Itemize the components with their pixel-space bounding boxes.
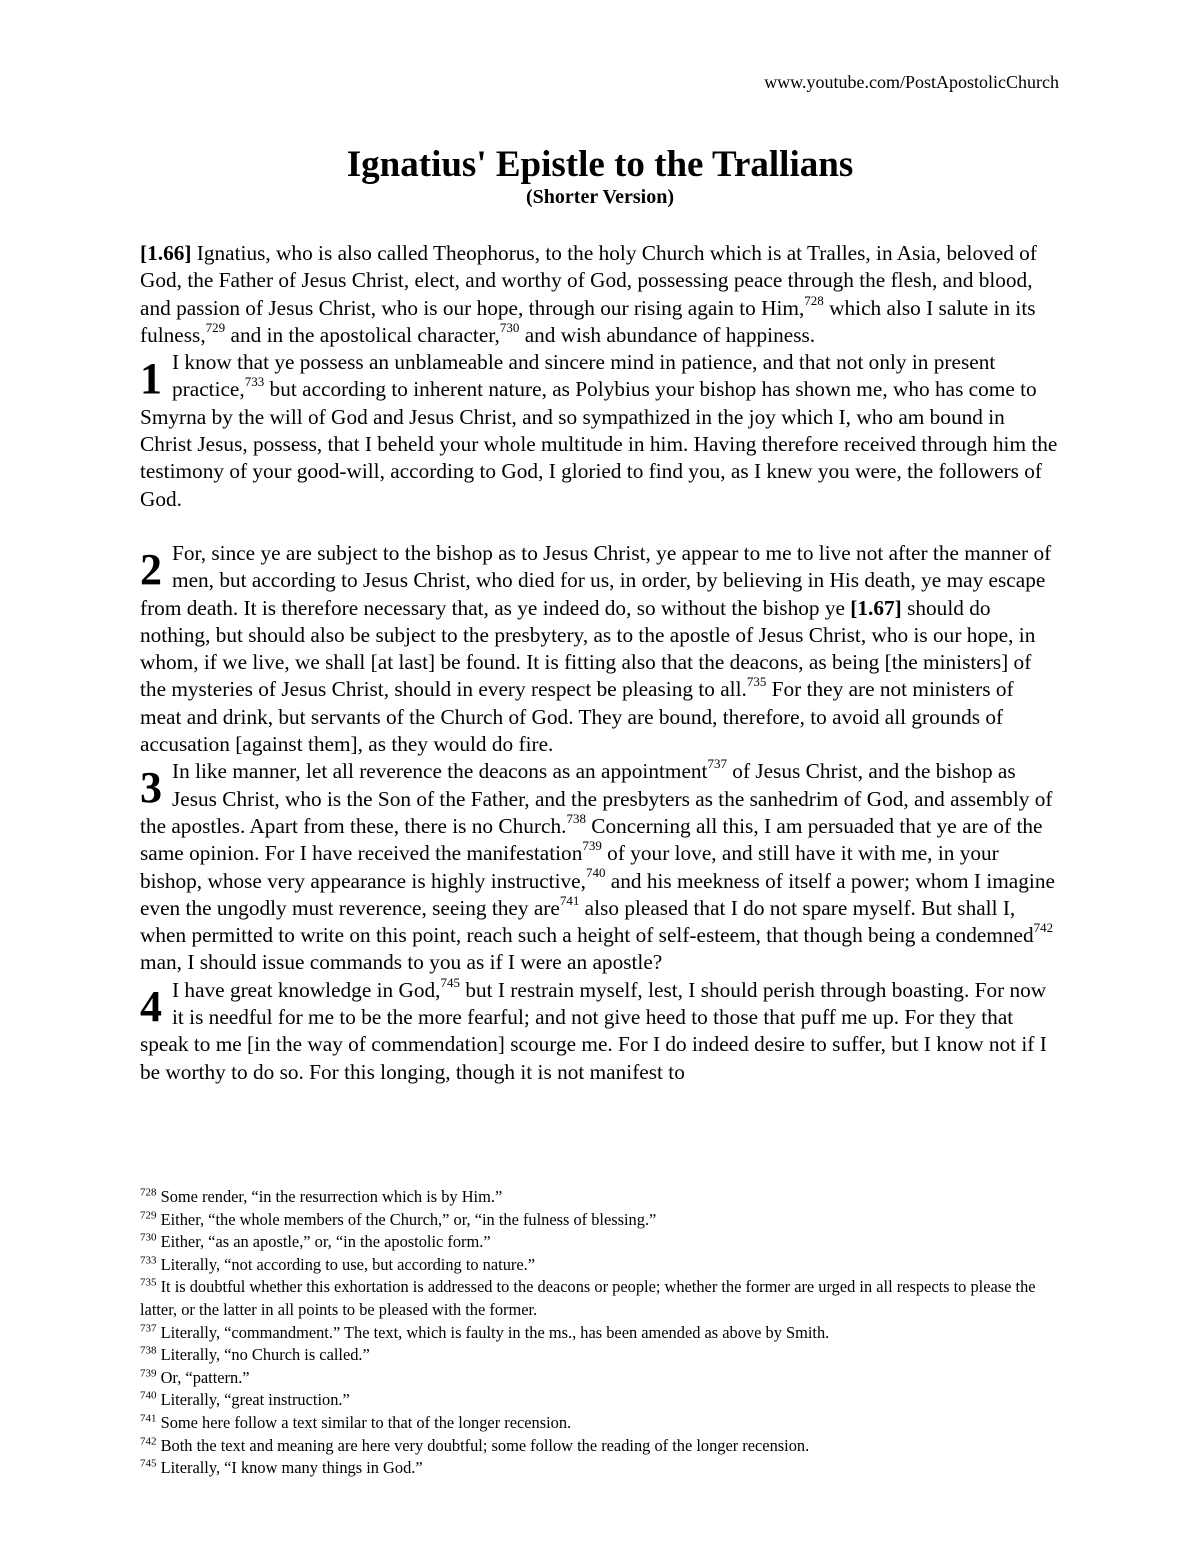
chapter-number: 4 (140, 981, 162, 1031)
text-run: In like manner, let all reverence the deacons as an appointment (172, 759, 708, 784)
page-title: Ignatius' Epistle to the Trallians (346, 144, 854, 185)
page-subtitle: (Shorter Version) (526, 186, 674, 208)
chapter-number: 1 (140, 354, 162, 404)
footnote (140, 1231, 1060, 1254)
footnote (140, 1186, 1060, 1209)
text-run: and wish abundance of happiness. (519, 322, 816, 347)
text-run: For, since ye are subject to the bishop as to Jesus Christ, ye appear to me to live not after the manner of men, but according to Jesus Christ, who died for us, in order, by believing in His death, ye may escape from death. It is therefore necessary that, as ye indeed do, so without the bishop ye (140, 540, 1052, 620)
text-run: but according to inherent nature, as Polybius your bishop has shown me, who has come to Smyrna by the will of God and Jesus Christ, and so sympathized in the joy which I, who am bound in Christ Jesus, possess, that I beheld your whole multitude in him. Having therefore received through him the testimony of your good-will, according to God, I gloried to find you, as I knew you were, the followers of God. (140, 377, 1058, 511)
footnote-marker: 742 (1033, 920, 1054, 936)
footnote-text: It is doubtful whether this exhortation is addressed to the deacons or people; whether the former are urged in all respects to please the latter, or the latter in all points to be pleased with the former. (140, 1277, 1036, 1319)
footnote (140, 1344, 1060, 1367)
footnote-number: 730 (140, 1231, 157, 1244)
footnote (140, 1322, 1060, 1345)
footnote-text: Literally, “commandment.” The text, which is faulty in the ms., has been amended as above by Smith. (156, 1322, 830, 1342)
footnote-marker: 740 (585, 865, 606, 881)
text-run: but I restrain myself, lest, I should perish through boasting. For now it is needful for me to be the more fearful; and not give heed to those that puff me up. For they that speak to me [in the way of commendation] scourge me. For I do indeed desire to suffer, but I know not if I be worthy to do so. For this longing, though it is not manifest to (140, 977, 1047, 1084)
text-run: Ignatius, who is also called Theophorus, to the holy Church which is at Tralles, in Asia, beloved of God, the Father of Jesus Christ, elect, and worthy of God, possessing peace through the flesh, and blood, and passion of Jesus Christ, who is our hope, through our rising again to Him, (140, 241, 1037, 320)
text-run: I know that ye possess an unblameable and sincere mind in patience, and that not only in present practice, (172, 350, 996, 402)
footnote (140, 1367, 1060, 1390)
chapter-number: 3 (140, 763, 162, 813)
chapter-2-paragraph (140, 540, 1060, 758)
text-run: which also I salute in its fulness, (140, 295, 1036, 347)
text-run: of Jesus Christ, and the bishop as Jesus Christ, who is the Son of the Father, and the presbyters as the sanhedrim of God, and assembly of the apostles. Apart from these, there is no Church. (140, 759, 1053, 838)
text-run: of your love, and still have it with me, in your bishop, whose very appearance is highly instructive, (140, 841, 999, 893)
footnote-marker: 738 (566, 810, 586, 826)
footnote-number: 737 (140, 1322, 157, 1335)
footnote-number: 733 (140, 1254, 157, 1267)
footnote-text: Literally, “I know many things in God.” (156, 1458, 423, 1478)
footnote-marker: 737 (707, 756, 727, 772)
footnote (140, 1412, 1060, 1435)
page-reference: [1.66] (140, 241, 192, 265)
footnote-text: Either, “the whole members of the Church,” or, “in the fulness of blessing.” (156, 1209, 657, 1229)
footnote-number: 741 (140, 1412, 157, 1425)
footnote-marker: 730 (499, 319, 520, 335)
footnote-number: 739 (140, 1367, 157, 1380)
chapter-4-paragraph (140, 974, 1060, 1086)
footnote-text: Literally, “great instruction.” (156, 1390, 350, 1410)
footnote-number: 729 (140, 1209, 157, 1222)
epistle-body (140, 240, 1060, 1086)
text-run: should do nothing, but should also be subject to the presbytery, as to the apostle of Jesus Christ, who is our hope, in whom, if we live, we shall [at last] be found. It is fitting also that the deacons, as being [the ministers] of the mysteries of Jesus Christ, should in every respect be pleasing to all. (140, 595, 1036, 702)
footnote-marker: 729 (205, 319, 226, 335)
footnote (140, 1457, 1060, 1480)
chapter-number: 2 (140, 544, 162, 594)
text-run: For they are not ministers of meat and drink, but servants of the Church of God. They are bound, therefore, to avoid all grounds of accusation [against them], as they would do fire. (140, 677, 1014, 757)
text-run: also pleased that I do not spare myself. But shall I, when permitted to write on this point, reach such a height of self-esteem, that though being a condemned (140, 895, 1034, 948)
footnote-number: 742 (140, 1435, 157, 1448)
footnote-text: Either, “as an apostle,” or, “in the apostolic form.” (156, 1232, 491, 1252)
chapter-3-paragraph (140, 758, 1060, 976)
footnote-number: 745 (140, 1457, 157, 1470)
chapter-1-paragraph (140, 349, 1060, 513)
footnote-number: 735 (140, 1276, 157, 1289)
footnote-text: Literally, “not according to use, but according to nature.” (156, 1254, 536, 1274)
footnote (140, 1209, 1060, 1232)
text-run: and in the apostolical character, (225, 322, 500, 347)
footnote-marker: 728 (804, 292, 824, 308)
source-url: www.youtube.com/PostApostolicChurch (764, 72, 1059, 92)
footnote-text: Literally, “no Church is called.” (156, 1345, 370, 1365)
footnote (140, 1389, 1060, 1412)
text-run: and his meekness of itself a power; whom I imagine even the ungodly must reverence, seeing they are (140, 868, 1055, 920)
text-run: Concerning all this, I am persuaded that ye are of the same opinion. For I have received the manifestation (140, 813, 1043, 866)
footnote-marker: 733 (244, 374, 265, 390)
footnote (140, 1254, 1060, 1277)
footnote-number: 740 (140, 1389, 157, 1402)
footnote-text: Some render, “in the resurrection which is by Him.” (156, 1187, 503, 1206)
footnote (140, 1276, 1060, 1321)
footnote-marker: 739 (582, 838, 602, 854)
footnotes-section (140, 1186, 1060, 1480)
footnote-marker: 745 (440, 974, 460, 990)
text-run: man, I should issue commands to you as if I were an apostle? (140, 950, 663, 975)
footnote-marker: 741 (559, 892, 580, 908)
salutation-paragraph (140, 240, 1060, 349)
footnote-number: 738 (140, 1344, 157, 1357)
footnote-text: Some here follow a text similar to that of the longer recension. (156, 1412, 572, 1432)
footnote (140, 1435, 1060, 1458)
page-reference: [1.67] (850, 595, 902, 620)
footnote-text: Or, “pattern.” (156, 1367, 250, 1387)
text-run: I have great knowledge in God, (172, 977, 441, 1002)
footnote-marker: 735 (746, 674, 767, 690)
footnote-text: Both the text and meaning are here very doubtful; some follow the reading of the longer recension. (156, 1435, 810, 1455)
footnote-number: 728 (140, 1186, 157, 1199)
